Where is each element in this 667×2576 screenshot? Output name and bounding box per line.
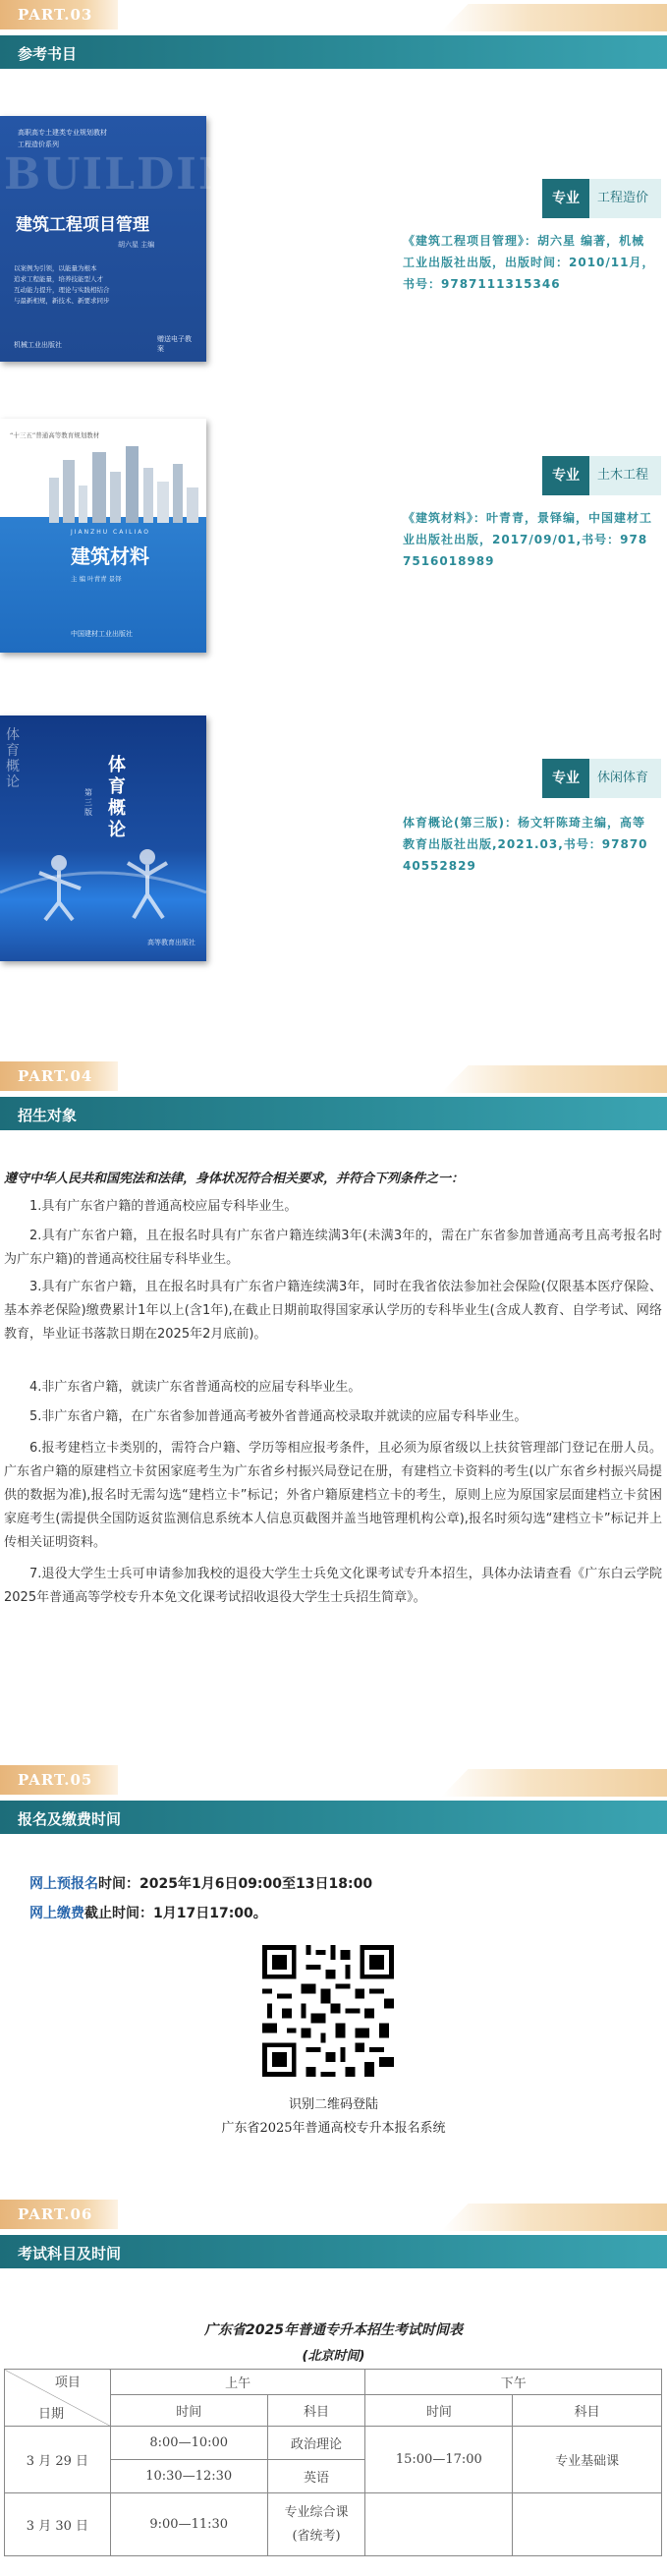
- eligibility-intro: 遵守中华人民共和国宪法和法律，身体状况符合相关要求，并符合下列条件之一：: [4, 1172, 465, 1186]
- major-tag-3: 专业 休闲体育: [542, 759, 661, 798]
- eligibility-item-5: 5.非广东省户籍，在广东省参加普通高考被外省普通高校录取并就读的应届专科毕业生。: [29, 1409, 528, 1424]
- header-corner: 项目 日期: [5, 2370, 111, 2427]
- book-title: 建筑工程项目管理: [16, 215, 149, 235]
- section-header-part4: [0, 1061, 667, 1156]
- book-description-2: 《建筑材料》：叶青青，景铎编，中国建材工业出版社出版，2017/09/01,书号：9787516018989: [403, 511, 653, 568]
- table-subtitle: (北京时间): [302, 2349, 365, 2364]
- book-description-3: 体育概论(第三版)：杨文轩陈琦主编，高等教育出版社出版,2021.03,书号：9787040552829: [403, 816, 648, 873]
- part-number: PART.06: [18, 2205, 93, 2223]
- part-number: PART.04: [18, 1067, 93, 1085]
- qr-code[interactable]: [257, 1940, 399, 2082]
- eligibility-item-6: 6.报考建档立卡类别的，需符合户籍、学历等相应报考条件，且必须为原省级以上扶贫管理部门登记在册人员。广东省户籍的原建档立卡贫困家庭考生为广东省乡村振兴局登记在册，有建档立卡资料的考生(以广东省乡村振兴局提供的数据为准),报名时无需勾选“建档立卡”标记；外省户籍原建档立卡的考生，原则上应为原国家层面建档立卡贫困家庭考生(需提供全国防返贫监测信息系统本人信息页截图并盖当地管理机构公章),报名时须勾选“建档立卡”标记并上传相关证明资料。: [4, 1441, 662, 1550]
- book-title: 体育概论: [108, 755, 126, 840]
- header-afternoon: 下午: [365, 2370, 662, 2395]
- table-row: 3 月 30 日 9:00—11:30 专业综合课 (省统考): [5, 2493, 662, 2556]
- exam-schedule-table: [4, 2369, 662, 2556]
- major-tag-2: 专业 土木工程: [542, 456, 661, 495]
- qr-caption-2: 广东省2025年普通高校专升本报名系统: [221, 2121, 446, 2136]
- book-cover-2: “十三五”普通高等教育规划教材 JIANZHU CAILIAO 建筑材料 主 编 叶青青 景铎 中国建材工业出版社: [0, 419, 206, 653]
- table-title: 广东省2025年普通专升本招生考试时间表: [204, 2322, 463, 2338]
- section-header-part3: [0, 0, 667, 94]
- skyline-illustration: [39, 442, 206, 523]
- part-number: PART.05: [18, 1771, 93, 1789]
- header-time: 时间: [365, 2395, 513, 2427]
- header-morning: 上午: [110, 2370, 365, 2395]
- section-title: 参考书目: [18, 45, 78, 63]
- prereg-line: 网上预报名时间：2025年1月6日09:00至13日18:00: [29, 1876, 373, 1892]
- sports-illustration: [0, 833, 206, 922]
- book-cover-1: 高职高专土建类专业规划教材 工程造价系列 BUILDING 建筑工程项目管理 胡六星 主编 以案例为引领，以能量为根本 追求工程能量，培养技能型人才 互动能力提升，理论与实践相结合 与最新相规，新技术、新要求同步 机械工业出版社 赠送电子教案: [0, 116, 206, 362]
- book-title: 建筑材料: [71, 544, 149, 568]
- section-header-part5: [0, 1765, 667, 1860]
- header-time: 时间: [110, 2395, 267, 2427]
- header-subject: 科目: [267, 2395, 365, 2427]
- header-subject: 科目: [513, 2395, 662, 2427]
- section-header-part6: [0, 2200, 667, 2294]
- eligibility-item-3: 3.具有广东省户籍，且在报名时具有广东省户籍连续满3年，同时在我省依法参加社会保险(仅限基本医疗保险、基本养老保险)缴费累计1年以上(含1年),在截止日期前取得国家承认学历的专科毕业生(含成人教育、自学考试、网络教育，毕业证书落款日期在2025年2月底前)。: [4, 1280, 662, 1342]
- section-title: 报名及缴费时间: [18, 1810, 122, 1828]
- part-number: PART.03: [18, 6, 93, 24]
- payment-link[interactable]: 网上缴费: [29, 1906, 84, 1921]
- book-description-1: 《建筑工程项目管理》：胡六星 编著，机械工业出版社出版，出版时间：2010/11月，书号：9787111315346: [403, 234, 655, 291]
- table-row: 3 月 29 日 8:00—10:00 政治理论 15:00—17:00 专业基础课: [5, 2427, 662, 2460]
- prereg-link[interactable]: 网上预报名: [29, 1876, 98, 1892]
- payment-line: 网上缴费截止时间：1月17日17:00。: [29, 1906, 267, 1921]
- table-row: 10:30—12:30 英语: [5, 2460, 662, 2493]
- qr-caption-1: 识别二维码登陆: [288, 2097, 378, 2112]
- major-tag-1: 专业 工程造价: [542, 179, 661, 218]
- eligibility-item-7: 7.退役大学生士兵可申请参加我校的退役大学生士兵免文化课考试专升本招生，具体办法请查看《广东白云学院2025年普通高等学校专升本免文化课考试招收退役大学生士兵招生简章》。: [4, 1567, 662, 1605]
- eligibility-item-4: 4.非广东省户籍，就读广东省普通高校的应届专科毕业生。: [29, 1380, 361, 1395]
- eligibility-item-2: 2.具有广东省户籍，且在报名时具有广东省户籍连续满3年(未满3年的，需在广东省参加普通高考且高考报名时为广东户籍)的普通高校往届专科毕业生。: [4, 1229, 662, 1267]
- eligibility-item-1: 1.具有广东省户籍的普通高校应届专科毕业生。: [29, 1199, 298, 1214]
- section-title: 考试科目及时间: [18, 2245, 122, 2262]
- section-title: 招生对象: [18, 1107, 78, 1124]
- book-cover-3: 体育概论 体育概论 第三版 高等教育出版社: [0, 716, 206, 961]
